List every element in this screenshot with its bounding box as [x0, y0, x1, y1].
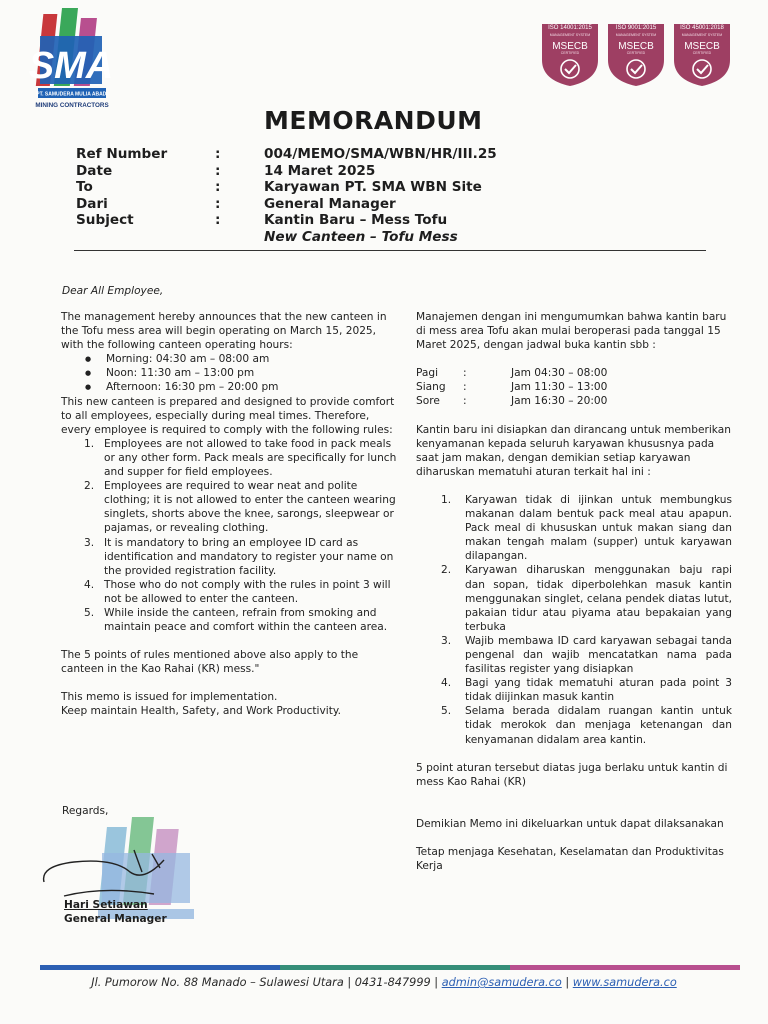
- company-logo: [28, 8, 114, 120]
- header-values: [264, 146, 497, 245]
- list-item: 1. Karyawan tidak di ijinkan untuk membungkus makanan dalam bentuk pack meal atau apapun. Pack meal di khususkan untuk makan siang dan makan tengah malam (supper) untuk karyawan dilapangan.: [441, 493, 732, 563]
- header-labels: [76, 146, 167, 229]
- cert-sub: MANAGEMENT SYSTEM: [549, 33, 591, 37]
- colon: :: [215, 162, 221, 179]
- en-rules-list: [61, 437, 397, 634]
- en-hours-list: [61, 352, 397, 394]
- list-item: 3. Wajib membawa ID card karyawan sebagai tanda pengenal dan wajib mencatatkan nama pada fasilitas register yang disiapkan: [441, 634, 732, 676]
- colon: :: [215, 195, 221, 212]
- subject-english: New Canteen – Tofu Mess: [264, 228, 458, 245]
- shield-icon: [672, 22, 732, 88]
- label-from: Dari: [76, 195, 108, 212]
- to-value: Karyawan PT. SMA WBN Site: [264, 179, 482, 195]
- list-item: 5. Selama berada didalam ruangan kantin untuk tidak merokok dan menjaga ketenangan dan kenyamanan didalam area kantin.: [441, 705, 732, 746]
- from-value: General Manager: [264, 195, 396, 212]
- footer-website-link[interactable]: www.samudera.co: [572, 976, 677, 989]
- cert-brand: MSECB: [618, 41, 654, 52]
- cert-standard: ISO 45001:2018: [680, 25, 724, 31]
- cert-sub: MANAGEMENT SYSTEM: [681, 33, 723, 37]
- header-colons: [215, 146, 220, 229]
- label-ref-number: Ref Number: [76, 146, 168, 162]
- salutation: Dear All Employee,: [62, 285, 164, 297]
- label-date: Date: [76, 162, 113, 179]
- cert-standard: ISO 14001:2015: [548, 25, 592, 31]
- list-item: 4. Bagi yang tidak mematuhi aturan pada point 3 tidak diijinkan masuk kantin: [441, 677, 732, 704]
- list-item: ● Morning: 04:30 am – 08:00 am: [85, 352, 397, 366]
- english-column: [61, 310, 397, 719]
- schedule-row: Pagi : Jam 04:30 – 08:00: [416, 367, 608, 380]
- shield-icon: [606, 22, 666, 88]
- signature-scribble: [34, 842, 184, 902]
- footer-address: Jl. Pumorow No. 88 Manado – Sulawesi Utara | 0431-847999 |: [91, 976, 439, 989]
- en-purpose: This new canteen is prepared and designed to provide comfort to all employees, especially during meal times. Therefore, every employee is required to comply with the following rules:: [61, 395, 395, 436]
- logo-division: MINING CONTRACTORS: [35, 102, 109, 109]
- signer-position: General Manager: [64, 913, 167, 925]
- footer-contact: [0, 976, 768, 989]
- label-subject: Subject: [76, 212, 134, 228]
- list-item: 2. Employees are required to wear neat and polite clothing; it is not allowed to enter the canteen wearing singlets, shorts above the knee, sarongs, sleepwear or pajamas, or revealing clothing.: [84, 480, 396, 535]
- date-value: 14 Maret 2025: [264, 162, 376, 179]
- schedule-row: Siang : Jam 11:30 – 13:00: [416, 381, 608, 394]
- id-closing: Tetap menjaga Kesehatan, Keselamatan dan Produktivitas Kerja: [416, 845, 724, 872]
- colon: :: [215, 179, 221, 195]
- footer-color-bar: [40, 965, 740, 970]
- header-divider: [74, 250, 706, 251]
- cert-label: CERTIFIED: [692, 51, 712, 55]
- logo-company: PT. SAMUDERA MULIA ABADI: [36, 91, 108, 98]
- en-also-apply: The 5 points of rules mentioned above also apply to the canteen in the Kao Rahai (KR) mess.": [61, 649, 359, 676]
- cert-label: CERTIFIED: [560, 51, 580, 55]
- iso-14001-badge: [540, 22, 600, 88]
- id-schedule: [416, 366, 732, 408]
- iso-9001-badge: [606, 22, 666, 88]
- cert-sub: MANAGEMENT SYSTEM: [615, 33, 657, 37]
- id-intro: Manajemen dengan ini mengumumkan bahwa kantin baru di mess area Tofu akan mulai beroperasi pada tanggal 15 Maret 2025, dengan jadwal buka kantin sbb :: [416, 311, 727, 352]
- list-item: 5. While inside the canteen, refrain from smoking and maintain peace and comfort within the canteen area.: [84, 606, 388, 634]
- footer-separator: |: [565, 976, 570, 989]
- label-to: To: [76, 179, 93, 195]
- colon: :: [215, 146, 221, 162]
- en-intro: The management hereby announces that the new canteen in the Tofu mess area will begin operating on March 15, 2025, with the following canteen operating hours:: [61, 311, 387, 352]
- footer-email-link[interactable]: admin@samudera.co: [441, 976, 562, 989]
- en-implementation: This memo is issued for implementation.: [61, 691, 278, 704]
- id-implementation: Demikian Memo ini dikeluarkan untuk dapat dilaksanakan: [416, 817, 724, 830]
- signer-name: Hari Setiawan: [64, 899, 148, 911]
- signer-block: [64, 898, 167, 926]
- logo-text: SMA: [28, 45, 114, 87]
- cert-label: CERTIFIED: [626, 51, 646, 55]
- indonesian-column: [416, 310, 732, 873]
- list-item: ● Noon: 11:30 am – 13:00 pm: [85, 366, 397, 380]
- cert-standard: ISO 9001:2015: [615, 25, 657, 31]
- id-rules-list: [416, 493, 732, 747]
- en-closing: Keep maintain Health, Safety, and Work Productivity.: [61, 705, 341, 718]
- list-item: ● Afternoon: 16:30 pm – 20:00 pm: [85, 380, 397, 394]
- ref-number-value: 004/MEMO/SMA/WBN/HR/III.25: [264, 146, 497, 162]
- list-item: 1. Employees are not allowed to take food in pack meals or any other form. Pack meals are specifically for lunch and supper for field employees.: [84, 437, 397, 479]
- memo-title: MEMORANDUM: [264, 106, 483, 135]
- shield-icon: [540, 22, 600, 88]
- regards: Regards,: [62, 805, 109, 817]
- subject-value: Kantin Baru – Mess Tofu: [264, 212, 448, 228]
- list-item: 3. It is mandatory to bring an employee ID card as identification and mandatory to register your name on the provided registration facility.: [84, 536, 394, 577]
- cert-brand: MSECB: [684, 41, 720, 52]
- colon: :: [215, 212, 221, 228]
- schedule-row: Sore : Jam 16:30 – 20:00: [416, 395, 608, 408]
- list-item: 4. Those who do not comply with the rules in point 3 will not be allowed to enter the canteen.: [84, 578, 391, 605]
- cert-brand: MSECB: [552, 41, 588, 52]
- id-purpose: Kantin baru ini disiapkan dan dirancang untuk memberikan kenyamanan kepada seluruh karyawan khususnya pada saat jam makan, dengan demikian setiap karyawan diharuskan mematuhi aturan terkait hal ini :: [416, 423, 731, 478]
- id-also-apply: 5 point aturan tersebut diatas juga berlaku untuk kantin di mess Kao Rahai (KR): [416, 761, 728, 788]
- iso-45001-badge: [672, 22, 732, 88]
- list-item: 2. Karyawan diharuskan menggunakan baju rapi dan sopan, tidak diperbolehkan masuk kantin menggunakan singlet, celana pendek diatas lutut, pakaian tidur atau piyama atau bepakaian yang terbuka: [441, 564, 732, 633]
